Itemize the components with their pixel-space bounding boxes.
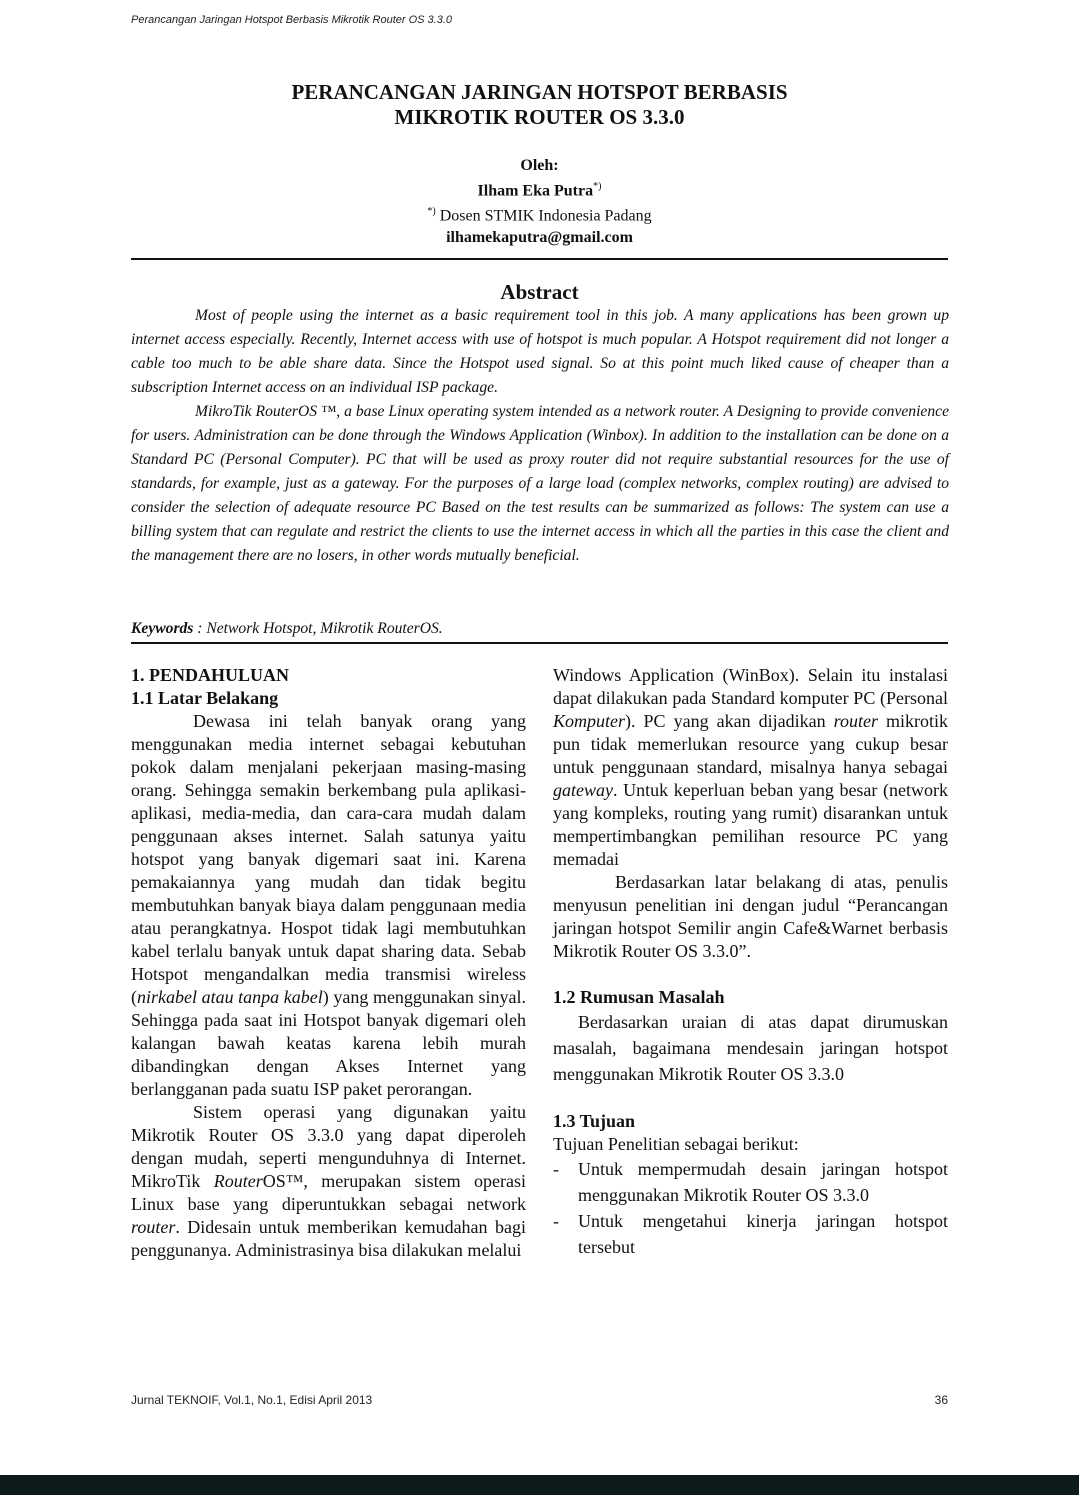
subsection-heading: 1.3 Tujuan — [553, 1111, 636, 1131]
left-column — [131, 664, 526, 1262]
author-name: Ilham Eka Putra — [477, 182, 594, 200]
page-number: 36 — [934, 1393, 948, 1407]
affiliation-mark: *) — [427, 206, 436, 218]
paper-title — [131, 80, 948, 130]
section-heading: 1. PENDAHULUAN — [131, 665, 290, 685]
body-paragraph: Windows Application (WinBox). Selain itu instalasi dapat dilakukan pada Standard komputer PC (Personal Komputer). PC yang akan dijadikan router mikrotik pun tidak memerlukan resource yang cukup besar untuk penggunaan standard, misalnya hanya sebagai gateway. Untuk keperluan beban yang besar (network yang kompleks, routing yang rumit) disarankan untuk mempertimbangkan pemilihan resource PC yang memadai — [553, 665, 948, 869]
list-item: - Untuk mempermudah desain jaringan hotspot menggunakan Mikrotik Router OS 3.3.0 — [553, 1159, 948, 1205]
by-label: Oleh: — [520, 157, 559, 174]
list-item: - Untuk mengetahui kinerja jaringan hotspot tersebut — [553, 1211, 948, 1257]
section-rule — [131, 642, 948, 644]
affiliation: Dosen STMIK Indonesia Padang — [439, 207, 652, 225]
keywords-text: : Network Hotspot, Mikrotik RouterOS. — [193, 620, 443, 637]
title-line-2: MIKROTIK ROUTER OS 3.3.0 — [394, 105, 685, 129]
subsection-heading: 1.2 Rumusan Masalah — [553, 987, 725, 1007]
subsection-heading: 1.1 Latar Belakang — [131, 688, 279, 708]
body-paragraph: Dewasa ini telah banyak orang yang menggunakan media internet sebagai kebutuhan pokok dalam menjalani pekerjaan masing-masing orang. Sehingga semakin berkembang pula aplikasi-aplikasi, media-media, dan cara-cara mudah dalam penggunaan akses internet. Salah satunya yaitu hotspot yang banyak digemari saat ini. Karena pemakaiannya yang mudah dan tidak begitu membutuhkan banyak biaya dalam penggunaan media atau perangkatnya. Hospot tidak lagi membutuhkan kabel terlalu banyak untuk dapat sharing data. Sebab Hotspot mengandalkan media transmisi wireless (nirkabel atau tanpa kabel) yang menggunakan sinyal. Sehingga pada saat ini Hotspot banyak digemari oleh kalangan bawah keatas karena lebih murah dibandingkan dengan Akses Internet yang berlangganan pada suatu ISP paket perorangan. — [131, 711, 527, 1099]
body-paragraph: Berdasarkan uraian di atas dapat dirumuskan masalah, bagaimana mendesain jaringan hotspot menggunakan Mikrotik Router OS 3.3.0 — [553, 1012, 948, 1084]
author-email: ilhamekaputra@gmail.com — [446, 228, 633, 246]
body-paragraph: Tujuan Penelitian sebagai berikut: — [553, 1134, 799, 1154]
abstract-paragraph: Most of people using the internet as a basic requirement tool in this job. A many applications has been grown up internet access especially. Recently, Internet access with use of hotspot is much popular. A Hotspot requirement did not longer a cable too much to be able share data. Since the Hotspot used signal. So at this point much liked cause of cheaper than a subscription Internet access on an individual ISP package. — [131, 307, 949, 396]
body-paragraph: Sistem operasi yang digunakan yaitu Mikrotik Router OS 3.3.0 yang dapat diperoleh dengan mudah, seperti mengunduhnya di Internet. MikroTik RouterOS™, merupakan sistem operasi Linux base yang diperuntukkan sebagai network router. Didesain untuk memberikan kemudahan bagi penggunanya. Administrasinya bisa dilakukan melalui — [131, 1102, 526, 1260]
author-mark: *) — [593, 181, 602, 192]
right-column — [553, 664, 948, 1260]
abstract-heading: Abstract — [500, 280, 579, 304]
keywords — [131, 620, 948, 638]
title-line-1: PERANCANGAN JARINGAN HOTSPOT BERBASIS — [291, 80, 788, 104]
body-paragraph: Berdasarkan latar belakang di atas, penulis menyusun penelitian ini dengan judul “Perancangan jaringan hotspot Semilir angin Cafe&Warnet berbasis Mikrotik Router OS 3.3.0”. — [553, 872, 948, 961]
keywords-label: Keywords — [131, 620, 194, 637]
running-head: Perancangan Jaringan Hotspot Berbasis Mikrotik Router OS 3.3.0 — [131, 14, 452, 26]
abstract-body — [131, 304, 949, 568]
author-name-line — [131, 176, 948, 201]
abstract-paragraph: MikroTik RouterOS ™, a base Linux operating system intended as a network router. A Designing to provide convenience for users. Administration can be done through the Windows Application (Winbox). In addition to the installation can be done on a Standard PC (Personal Computer). PC that will be used as proxy router did not require substantial resources for the use of standards, for example, just as a gateway. For the purposes of a large load (complex networks, complex routing) are advised to consider the selection of adequate resource PC Based on the test results can be summarized as follows: The system can use a billing system that can regulate and restrict the clients to use the internet access in which all the parties in this case the client and the management there are no losers, in other words mutually beneficial. — [131, 403, 949, 564]
author-block — [131, 155, 948, 248]
top-rule — [131, 258, 948, 260]
viewer-bottom-bar — [0, 1475, 1079, 1495]
goals-list — [553, 1156, 948, 1260]
affiliation-line — [131, 201, 948, 226]
footer-journal: Jurnal TEKNOIF, Vol.1, No.1, Edisi April 2013 — [131, 1393, 373, 1407]
